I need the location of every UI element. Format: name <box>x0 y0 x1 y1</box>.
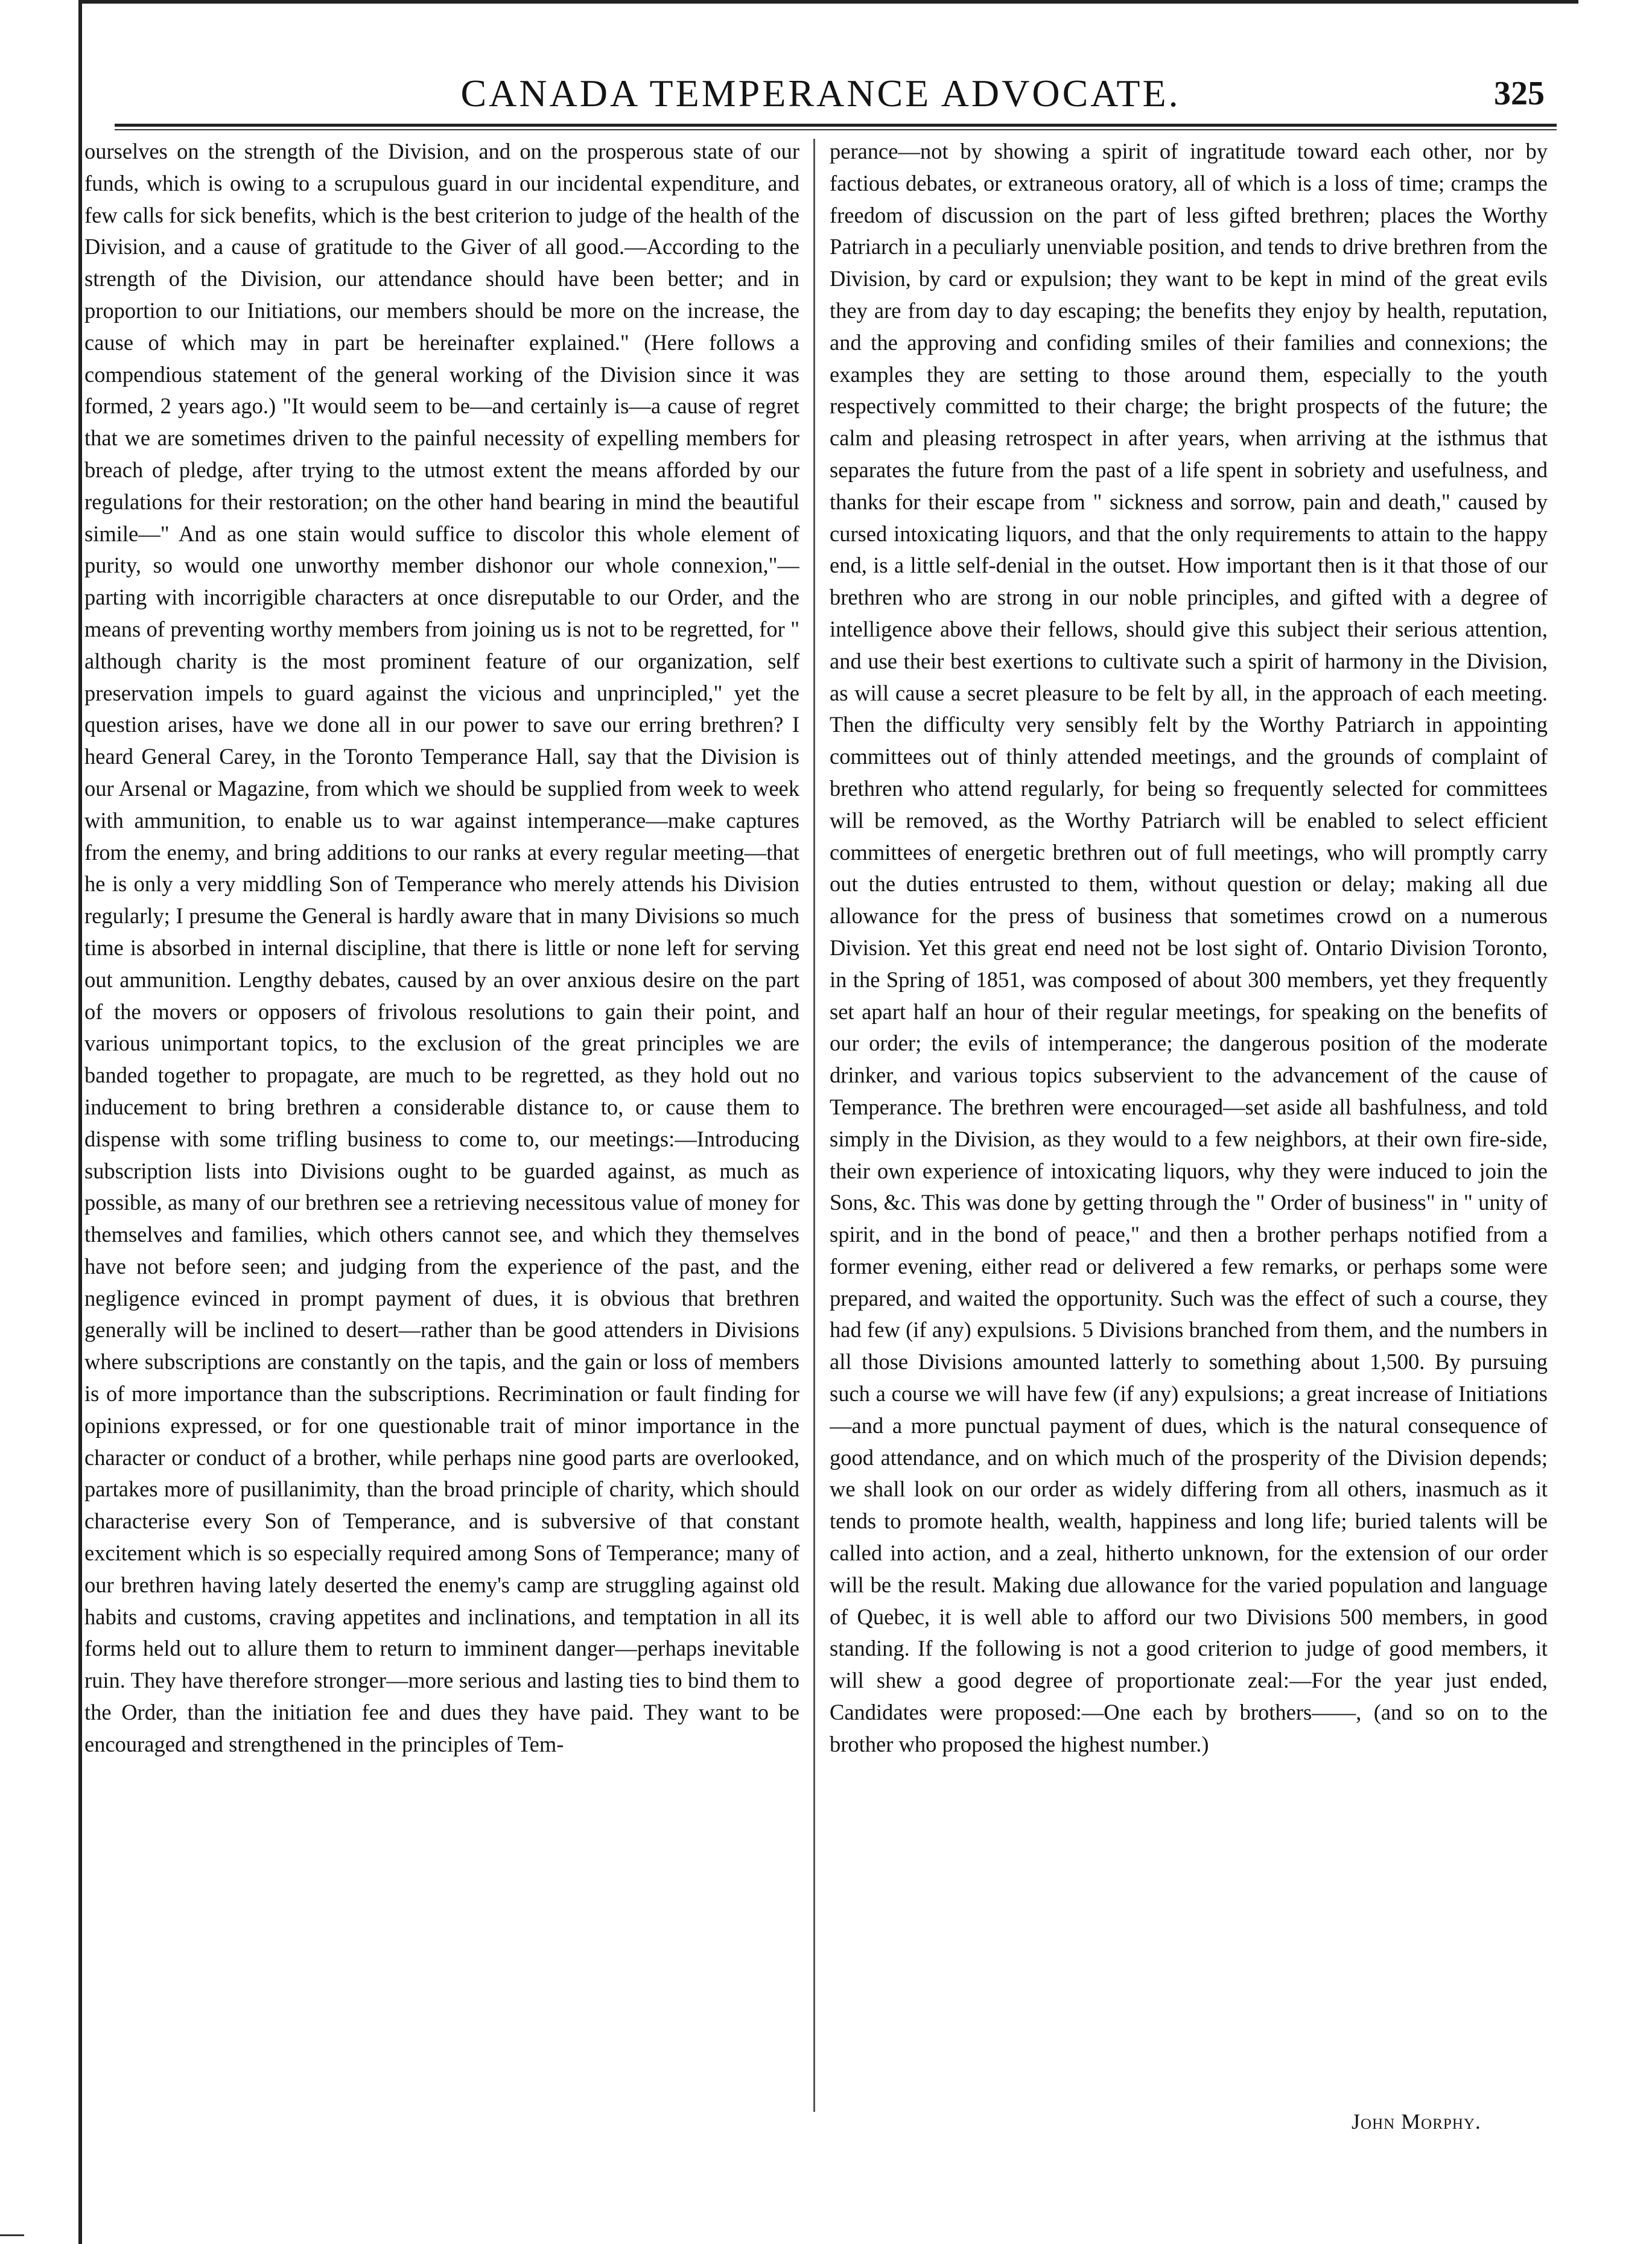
page-header <box>97 66 1545 121</box>
article-text-left: ourselves on the strength of the Division, and on the prosperous state of our funds, which is owing to a scrupulous guard in our incidental expenditure, and few calls for sick benefits, which is the best criterion to judge of the health of the Division, and a cause of gratitude to the Giver of all good.—According to the strength of the Division, our attendance should have been better; and in proportion to our Initiations, our members should be more on the increase, the cause of which may in part be hereinafter explained." (Here follows a compendious statement of the general working of the Division since it was formed, 2 years ago.) "It would seem to be—and certainly is—a cause of regret that we are sometimes driven to the painful necessity of expelling members for breach of pledge, after trying to the utmost extent the means afforded by our regulations for their restoration; on the other hand bearing in mind the beautiful simile—" And as one stain would suffice to discolor this whole element of purity, so would one unworthy member dishonor our whole connexion,"—parting with incorrigible characters at once disreputable to our Order, and the means of preventing worthy members from joining us is not to be regretted, for " although charity is the most prominent feature of our organization, self preservation impels to guard against the vicious and unprincipled," yet the question arises, have we done all in our power to save our erring brethren? I heard General Carey, in the Toronto Temperance Hall, say that the Division is our Arsenal or Magazine, from which we should be supplied from week to week with ammunition, to enable us to war against intemperance—make captures from the enemy, and bring additions to our ranks at every regular meeting—that he is only a very middling Son of Temperance who merely attends his Division regularly; I presume the General is hardly aware that in many Divisions so much time is absorbed in internal discipline, that there is little or none left for serving out ammunition. Lengthy debates, caused by an over anxious desire on the part of the movers or opposers of frivolous resolutions to gain their point, and various unimportant topics, to the exclusion of the great principles we are banded together to propagate, are much to be regretted, as they hold out no inducement to bring brethren a considerable distance to, or cause them to dispense with some trifling business to come to, our meetings:—Introducing subscription lists into Divisions ought to be guarded against, as much as possible, as many of our brethren see a retrieving necessitous value of money for themselves and families, which others cannot see, and which they themselves have not before seen; and judging from the experience of the past, and the negligence evinced in prompt payment of dues, it is obvious that brethren generally will be inclined to desert—rather than be good attenders in Divisions where subscriptions are constantly on the tapis, and the gain or loss of members is of more importance than the subscriptions. Recrimination or fault finding for opinions expressed, or for one questionable trait of minor importance in the character or conduct of a brother, while perhaps nine good parts are overlooked, partakes more of pusillanimity, than the broad principle of charity, which should characterise every Son of Temperance, and is subversive of that constant excitement which is so especially required among Sons of Temperance; many of our brethren having lately deserted the enemy's camp are struggling against old habits and customs, craving appetites and inclinations, and temptation in all its forms held out to allure them to return to imminent danger—perhaps inevitable ruin. They have therefore stronger—more serious and lasting ties to bind them to the Order, than the initiation fee and dues they have paid. They want to be encouraged and strengthened in the principles of Tem- <box>84 139 799 1756</box>
page-number: 325 <box>1494 75 1545 112</box>
margin-mark <box>0 2234 24 2236</box>
article-column-left <box>84 136 799 2109</box>
author-signature: John Morphy. <box>1352 2109 1481 2134</box>
header-rule <box>115 124 1557 127</box>
publication-title: CANADA TEMPERANCE ADVOCATE. <box>460 72 1181 115</box>
header-rule-secondary <box>115 129 1557 130</box>
article-column-right <box>830 136 1548 2109</box>
page-border-top <box>78 0 1578 22</box>
column-divider <box>813 139 815 2112</box>
page-border-left <box>78 0 82 2244</box>
article-text-right: perance—not by showing a spirit of ingratitude toward each other, nor by factious debates, or extraneous oratory, all of which is a loss of time; cramps the freedom of discussion on the part of less gifted brethren; places the Worthy Patriarch in a peculiarly unenviable position, and tends to drive brethren from the Division, by card or expulsion; they want to be kept in mind of the great evils they are from day to day escaping; the benefits they enjoy by health, reputation, and the approving and confiding smiles of their families and connexions; the examples they are setting to those around them, especially to the youth respectively committed to their charge; the bright prospects of the future; the calm and pleasing retrospect in after years, when arriving at the isthmus that separates the future from the past of a life spent in sobriety and usefulness, and thanks for their escape from " sickness and sorrow, pain and death," caused by cursed intoxicating liquors, and that the only requirements to attain to the happy end, is a little self-denial in the outset. How important then is it that those of our brethren who are strong in our noble principles, and gifted with a degree of intelligence above their fellows, should give this subject their serious attention, and use their best exertions to cultivate such a spirit of harmony in the Division, as will cause a secret pleasure to be felt by all, in the approach of each meeting. Then the difficulty very sensibly felt by the Worthy Patriarch in appointing committees out of thinly attended meetings, and the grounds of complaint of brethren who attend regularly, for being so frequently selected for committees will be removed, as the Worthy Patriarch will be enabled to select efficient committees of energetic brethren out of full meetings, who will promptly carry out the duties entrusted to them, without question or delay; making all due allowance for the press of business that sometimes crowd on a numerous Division. Yet this great end need not be lost sight of. Ontario Division Toronto, in the Spring of 1851, was composed of about 300 members, yet they frequently set apart half an hour of their regular meetings, for speaking on the benefits of our order; the evils of intemperance; the dangerous position of the moderate drinker, and various topics subservient to the advancement of the cause of Temperance. The brethren were encouraged—set aside all bashfulness, and told simply in the Division, as they would to a few neighbors, at their own fire-side, their own experience of intoxicating liquors, why they were induced to join the Sons, &c. This was done by getting through the " Order of business" in " unity of spirit, and in the bond of peace," and then a brother perhaps notified from a former evening, either read or delivered a few remarks, or perhaps some were prepared, and waited the opportunity. Such was the effect of such a course, they had few (if any) expulsions. 5 Divisions branched from them, and the numbers in all those Divisions amounted latterly to something about 1,500. By pursuing such a course we will have few (if any) expulsions; a great increase of Initiations—and a more punctual payment of dues, which is the natural consequence of good attendance, and on which much of the prosperity of the Division depends; we shall look on our order as widely differing from all others, inasmuch as it tends to promote health, wealth, happiness and long life; buried talents will be called into action, and a zeal, hitherto unknown, for the extension of our order will be the result. Making due allowance for the varied population and language of Quebec, it is well able to afford our two Divisions 500 members, in good standing. If the following is not a good criterion to judge of good members, it will shew a good degree of proportionate zeal:—For the year just ended, Candidates were proposed:—One each by brothers——, (and so on to the brother who proposed the highest number.) <box>830 139 1548 1756</box>
